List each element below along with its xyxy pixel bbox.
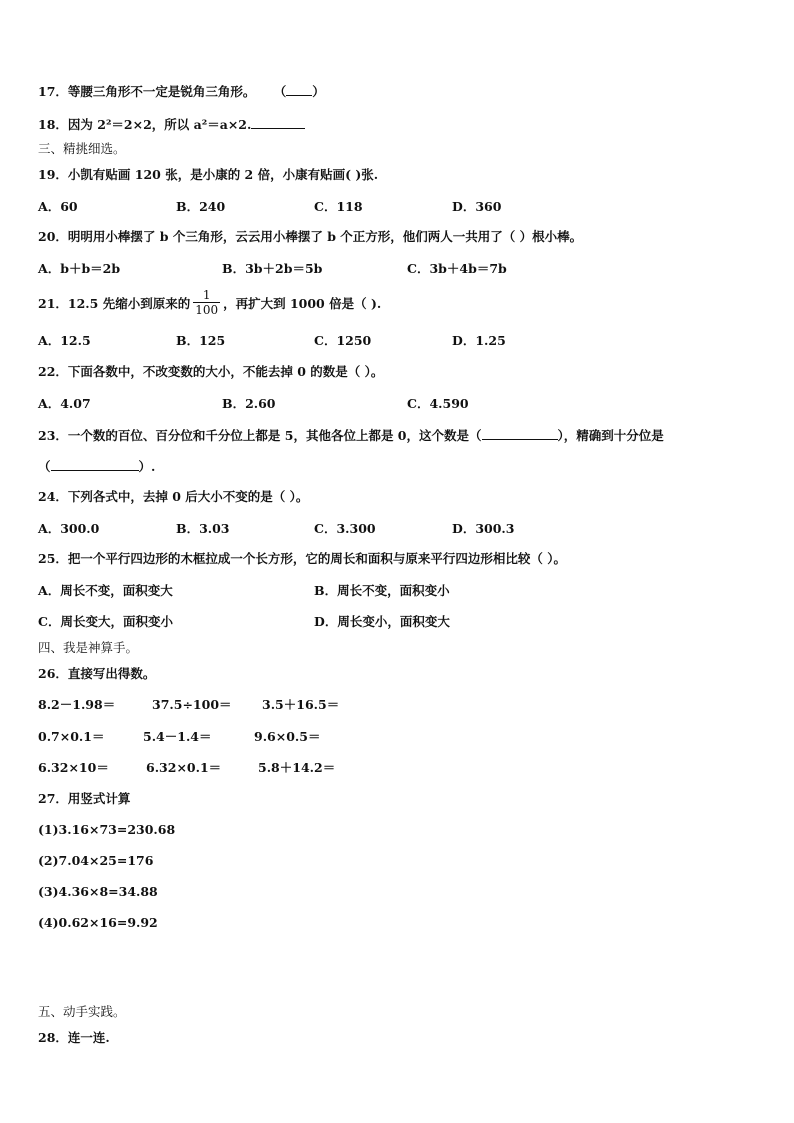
calc-item: 37.5÷100＝ xyxy=(152,697,232,712)
section-heading-5: 五、动手实践。 xyxy=(38,1004,126,1019)
question-27: 27．用竖式计算 xyxy=(38,791,131,806)
question-25: 25．把一个平行四边形的木框拉成一个长方形，它的周长和面积与原来平行四边形相比较（ ）。 xyxy=(38,551,566,566)
question-21-text-before: 21．12.5 先缩小到原来的 xyxy=(38,296,191,311)
option-a[interactable]: A．周长不变，面积变大 xyxy=(38,583,173,598)
question-23 xyxy=(38,427,664,444)
question-18-text: 18．因为 2²＝2×2，所以 a²＝a×2. xyxy=(38,117,252,132)
option-c[interactable]: C．1250 xyxy=(314,333,372,348)
question-21 xyxy=(38,289,381,319)
option-b[interactable]: B．240 xyxy=(176,199,226,214)
question-23-paren-close: ）. xyxy=(138,459,156,474)
question-24: 24．下列各式中，去掉 0 后大小不变的是（ ）。 xyxy=(38,489,309,504)
calc-item: 5.4－1.4＝ xyxy=(143,729,212,744)
question-23-line-2 xyxy=(38,458,155,475)
option-a[interactable]: A．b＋b＝2b xyxy=(38,261,121,276)
option-a[interactable]: A．4.07 xyxy=(38,396,91,411)
option-c[interactable]: C．周长变大，面积变小 xyxy=(38,614,173,629)
question-21-text-after: ，再扩大到 1000 倍是（ ). xyxy=(223,296,382,311)
option-a[interactable]: A．12.5 xyxy=(38,333,91,348)
question-26: 26．直接写出得数。 xyxy=(38,666,156,681)
section-heading-3: 三、精挑细选。 xyxy=(38,141,126,156)
question-23-text-before: 23．一个数的百位、百分位和千分位上都是 5，其他各位上都是 0，这个数是（ xyxy=(38,428,482,443)
question-23-paren-open: （ xyxy=(38,459,51,474)
option-a[interactable]: A．300.0 xyxy=(38,521,100,536)
calc-item: 6.32×10＝ xyxy=(38,760,109,775)
option-d[interactable]: D．周长变小，面积变大 xyxy=(314,614,450,629)
question-20: 20．明明用小棒摆了 b 个三角形，云云用小棒摆了 b 个正方形，他们两人一共用了（ ）根小棒。 xyxy=(38,229,583,244)
calc-item: 3.5＋16.5＝ xyxy=(262,697,340,712)
option-c[interactable]: C．3b＋4b＝7b xyxy=(407,261,507,276)
option-b[interactable]: B．3b＋2b＝5b xyxy=(222,261,323,276)
fraction-numerator: 1 xyxy=(202,288,211,302)
question-18 xyxy=(38,116,305,133)
question-17-paren-close: ） xyxy=(312,84,325,99)
option-d[interactable]: D．360 xyxy=(452,199,502,214)
option-b[interactable]: B．3.03 xyxy=(176,521,230,536)
question-22: 22．下面各数中，不改变数的大小，不能去掉 0 的数是（ ）。 xyxy=(38,364,384,379)
option-d[interactable]: D．300.3 xyxy=(452,521,515,536)
calc-item: 0.7×0.1＝ xyxy=(38,729,105,744)
section-heading-4: 四、我是神算手。 xyxy=(38,640,139,655)
option-c[interactable]: C．4.590 xyxy=(407,396,469,411)
calc-item: 9.6×0.5＝ xyxy=(254,729,321,744)
fraction-denominator: 100 xyxy=(195,303,219,317)
option-c[interactable]: C．118 xyxy=(314,199,363,214)
option-b[interactable]: B．2.60 xyxy=(222,396,276,411)
question-23-text-mid: ），精确到十分位是 xyxy=(557,428,664,443)
answer-blank[interactable] xyxy=(51,458,139,471)
vertical-calc-item: (4)0.62×16=9.92 xyxy=(38,915,158,930)
calc-item: 5.8＋14.2＝ xyxy=(258,760,336,775)
question-19: 19．小凯有贴画 120 张，是小康的 2 倍，小康有贴画( )张. xyxy=(38,167,379,182)
question-28: 28．连一连. xyxy=(38,1030,110,1045)
answer-blank[interactable] xyxy=(251,116,305,129)
question-17-text: 17．等腰三角形不一定是锐角三角形。 xyxy=(38,84,256,99)
option-c[interactable]: C．3.300 xyxy=(314,521,376,536)
option-d[interactable]: D．1.25 xyxy=(452,333,506,348)
question-17-paren-open: （ xyxy=(273,84,287,99)
fraction xyxy=(193,288,220,317)
option-b[interactable]: B．125 xyxy=(176,333,226,348)
option-b[interactable]: B．周长不变，面积变小 xyxy=(314,583,450,598)
calc-item: 8.2－1.98＝ xyxy=(38,697,116,712)
vertical-calc-item: (2)7.04×25=176 xyxy=(38,853,154,868)
question-17 xyxy=(38,83,325,100)
option-a[interactable]: A．60 xyxy=(38,199,78,214)
calc-item: 6.32×0.1＝ xyxy=(146,760,222,775)
answer-blank[interactable] xyxy=(482,427,558,440)
vertical-calc-item: (3)4.36×8=34.88 xyxy=(38,884,158,899)
vertical-calc-item: (1)3.16×73=230.68 xyxy=(38,822,176,837)
answer-blank[interactable] xyxy=(286,83,312,96)
